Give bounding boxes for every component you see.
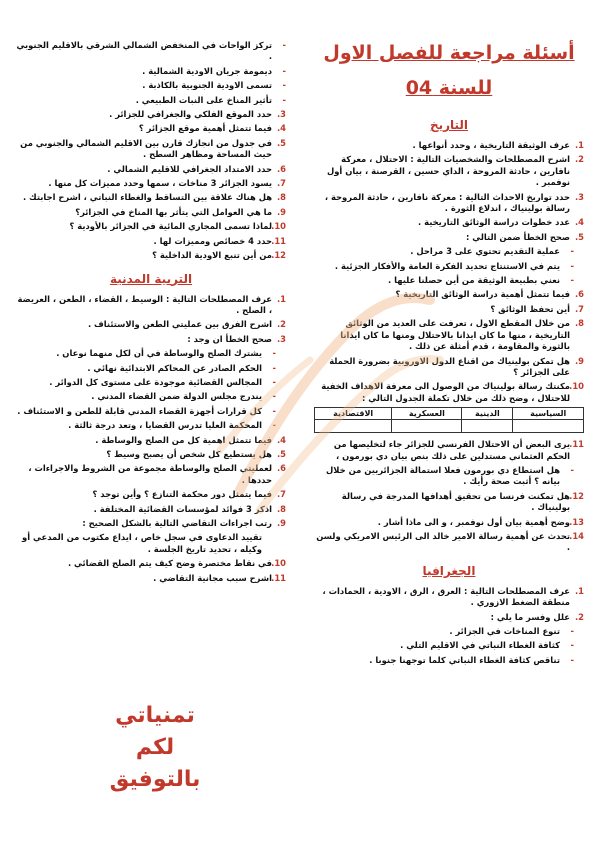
geography-question-list-continued (16, 40, 286, 262)
item-marker: - (570, 275, 574, 286)
closing-line: لكم (135, 735, 175, 760)
closing-line: تمنياتي (115, 703, 195, 728)
question-item (16, 449, 286, 460)
question-item (16, 558, 286, 569)
item-text: يشترك الصلح والوساطة في أن لكل منهما نوعان . (56, 348, 262, 359)
question-item (314, 381, 584, 404)
item-marker: 3. (276, 333, 286, 344)
item-marker: - (272, 348, 276, 359)
item-text: تناقص كثافة الغطاء النباتي كلما توجهنا جنوبا . (369, 654, 560, 665)
table-header-cell: الاقتصادية (315, 408, 392, 420)
question-item (16, 573, 286, 584)
closing-line: بالتوفيق (109, 767, 201, 792)
question-item (16, 80, 286, 91)
item-text: يسود الجزائر 3 مناخات ، سمها وحدد مميزات كل منها . (48, 178, 272, 189)
question-item (314, 232, 584, 243)
question-item (16, 435, 286, 446)
item-text: فيما يتمثل دور محكمة التنازع ؟ وأين توجد ؟ (92, 489, 272, 500)
item-marker: 8. (276, 503, 286, 514)
item-text: حدد الموقع الفلكي والجغرافي للجزائر . (109, 109, 272, 120)
item-text: يرى البعض أن الاحتلال الفرنسي للجزائر جاء لتخليصها من الحكم العثماني مستدلين على ذلك بنص بيان دي بورمون ، (333, 439, 570, 461)
item-marker: 13. (569, 516, 584, 527)
item-text: اشرح سبب مجانية التقاضي . (153, 572, 272, 583)
item-text: هل يستطيع كل شخص أن يصبح وسيط ؟ (106, 448, 272, 459)
item-marker: 14. (569, 530, 584, 541)
item-text: في نقاط مختصرة وضح كيف يتم الصلح القضائي . (67, 558, 272, 569)
item-marker: 7. (574, 303, 584, 314)
question-item (314, 318, 584, 352)
table-empty-cell (462, 420, 513, 433)
question-item (16, 294, 286, 317)
item-marker: 8. (276, 192, 286, 203)
item-marker: 6. (276, 163, 286, 174)
item-marker: 12. (569, 490, 584, 501)
geography-question-list (314, 586, 584, 666)
item-text: تركز الواحات في المنخفض الشمالي الشرقي بالاقليم الجنوبي . (16, 40, 272, 62)
item-text: اذكر 3 فوائد لمؤسسات القضائية المختلفة . (93, 503, 272, 514)
table-empty-cell (513, 420, 584, 433)
item-text: كل قرارات أجهزة القضاء المدني قابلة للطعن و الاستئناف . (17, 405, 262, 416)
question-item (16, 319, 286, 330)
question-item (16, 518, 286, 529)
item-marker: 12. (271, 250, 286, 261)
table-empty-cell (315, 420, 392, 433)
question-item (16, 504, 286, 515)
item-text: عرف المصطلحات التالية : الوسيط ، القضاء ، الطعن ، العريضة ، الصلح . (17, 293, 272, 315)
question-item (16, 66, 286, 77)
question-item (16, 138, 286, 161)
question-item (314, 356, 584, 379)
item-text: عرف المصطلحات التالية : العرق ، الرق ، الاودية ، الحمادات ، منطقة الضغط الازوري . (322, 585, 570, 608)
item-text: فيما تتمثل أهمية موقع الجزائر ؟ (138, 123, 272, 134)
question-item (16, 109, 286, 120)
item-text: حدد تواريخ الاحداث التالية : معركة نافارين ، حادثة المروحة ، رسالة بولينياك ، اندلاع الثورة . (324, 191, 570, 214)
item-text: صحح الخطأ ان وجد : (187, 333, 272, 344)
question-item (314, 655, 584, 666)
table-header-cell: الدينية (462, 408, 513, 420)
history-heading: التاريخ (429, 118, 469, 132)
item-text: عرف الوثيقة التاريخية ، وحدد أنواعها . (412, 140, 570, 150)
item-text: لماذا تسمى المجاري المائية في الجزائر بالأودية ؟ (69, 221, 272, 232)
item-text: نعني بطبيعة الوثيقة من أين حصلنا عليها . (387, 275, 560, 286)
item-marker: - (272, 420, 276, 431)
question-item (16, 236, 286, 247)
item-text: عدد خطوات دراسة الوثائق التاريخية . (418, 217, 570, 228)
item-text: المجالس القضائية موجودة على مستوى كل الدوائر . (49, 376, 262, 387)
item-marker: 7. (276, 489, 286, 500)
item-marker: - (570, 640, 574, 651)
item-text: اشرح المصطلحات والشخصيات التالية : الاحتلال ، معركة نافارين ، حادثة المروحة ، الداي حسين ، القرصنة ، بيان أول نوفمبر . (326, 154, 570, 188)
item-marker: 7. (276, 178, 286, 189)
question-item (16, 377, 286, 388)
question-item (16, 463, 286, 486)
item-text: هل هناك علاقة بين التساقط والغطاء النباتي ، اشرح اجابتك . (22, 192, 272, 203)
question-item (314, 586, 584, 609)
item-marker: 4. (276, 434, 286, 445)
item-text: أين تحفظ الوثائق ؟ (490, 303, 570, 314)
question-item (16, 250, 286, 261)
question-item (314, 246, 584, 257)
item-marker: 11. (271, 235, 286, 246)
civic-education-heading: التربية المدنية (109, 271, 193, 286)
item-text: يتم في الاستنتاج تحديد الفكرة العامة والأفكار الجزئية . (334, 260, 560, 271)
question-item (314, 517, 584, 528)
objectives-table (314, 407, 584, 433)
item-text: صحح الخطأ ضمن التالي : (466, 231, 570, 242)
item-marker: 4. (276, 123, 286, 134)
item-marker: 2. (276, 319, 286, 330)
item-marker: 6. (276, 463, 286, 474)
table-header-cell: السياسية (513, 408, 584, 420)
item-text: مكنتك رسالة بولينياك من الوصول الى معرفة الاهداف الخفية للاحتلال ، وضح ذلك من خلال تكملة الجدول التالي : (321, 381, 570, 403)
question-item (16, 95, 286, 106)
item-marker: - (272, 391, 276, 402)
question-item (314, 289, 584, 300)
item-marker: 1. (574, 140, 584, 150)
question-item (314, 275, 584, 286)
item-marker: 2. (574, 611, 584, 622)
item-text: الحكم الصادر عن المحاكم الابتدائية نهائي . (87, 362, 262, 373)
question-item (16, 532, 286, 555)
item-text: ديمومة جريان الاودية الشمالية . (142, 65, 272, 76)
item-marker: - (570, 654, 574, 665)
civic-education-question-list (16, 294, 286, 585)
item-marker: - (282, 65, 286, 76)
item-text: لعمليتي الصلح والوساطة مجموعة من الشروط والاجراءات ، حددها . (28, 463, 272, 485)
item-text: فيما تتمثل اهمية كل من الصلح والوساطة . (95, 434, 272, 445)
item-text: ما هي العوامل التي يتأثر بها المناخ في الجزائر؟ (75, 206, 272, 217)
question-item (314, 439, 584, 462)
question-item (314, 217, 584, 228)
item-marker: 6. (574, 289, 584, 300)
question-item (16, 221, 286, 232)
question-item (16, 348, 286, 359)
question-item (16, 164, 286, 175)
closing-wishes (70, 700, 240, 796)
item-marker: 9. (276, 206, 286, 217)
page-subtitle: للسنة 04 (405, 77, 493, 99)
item-text: عملية التقديم تحتوي على 3 مراحل . (410, 246, 560, 257)
item-marker: 8. (574, 318, 584, 329)
item-marker: 11. (569, 439, 584, 450)
item-text: من أين تنبع الاودية الداخلية ؟ (152, 250, 272, 261)
question-item (16, 391, 286, 402)
question-item (16, 123, 286, 134)
question-item (16, 334, 286, 345)
item-text: تسمى الاودية الجنوبية بالكاذبة . (142, 80, 272, 91)
item-text: حدد الامتداد الجغرافي للاقليم الشمالي . (107, 163, 272, 174)
item-marker: 9. (574, 355, 584, 366)
item-marker: - (282, 80, 286, 91)
question-item (16, 363, 286, 374)
item-marker: 5. (276, 448, 286, 459)
item-marker: - (272, 362, 276, 373)
question-item (16, 192, 286, 203)
page-title: أسئلة مراجعة للفصل الاول (323, 42, 575, 64)
history-question-list (314, 140, 584, 404)
item-marker: - (272, 405, 276, 416)
question-item (314, 640, 584, 651)
item-text: تحدث عن أهمية رسالة الامير خالد الى الرئيس الامريكي ولسن . (316, 530, 570, 553)
item-text: هل استطاع دي بورمون فعلا استمالة الجزائريين من خلال بيانه ؟ أثبت صحة رأيك . (326, 464, 560, 487)
item-marker: - (570, 260, 574, 271)
question-item (314, 154, 584, 188)
question-item (314, 491, 584, 514)
table-header-cell: العسكرية (392, 408, 462, 420)
item-marker: 2. (574, 154, 584, 165)
item-text: المحكمة العليا تدرس القضايا ، وتعد درجة ثالثة . (68, 420, 262, 431)
item-marker: - (570, 626, 574, 636)
item-text: علل وفسر ما يلي : (490, 611, 570, 622)
geography-heading: الجغرافيا (422, 563, 476, 578)
question-item (314, 192, 584, 215)
question-item (314, 304, 584, 315)
table-empty-cell (392, 420, 462, 433)
item-text: حدد 4 خصائص ومميزات لها . (153, 235, 272, 246)
item-text: من خلال المقطع الاول ، تعرفت على العديد من الوثائق التاريخية ، منها ما كان ايذانا بالاحتلال ومنها ما كان ايذانا بالثورة والمقاومة ، قدم أمثلة عن ذلك . (340, 318, 570, 352)
question-item (314, 612, 584, 623)
item-text: هل تمكنت فرنسا من تحقيق أهدافها المدرجة في رسالة بولينياك . (341, 490, 570, 513)
question-item (16, 40, 286, 63)
item-marker: - (570, 464, 574, 475)
item-marker: - (272, 376, 276, 387)
item-marker: 10. (271, 221, 286, 232)
item-marker: 9. (276, 518, 286, 528)
item-marker: 3. (574, 191, 584, 202)
right-column (300, 0, 600, 846)
item-text: رتب اجراءات التقاضي التالية بالشكل الصحيح : (82, 518, 272, 528)
item-marker: - (570, 246, 574, 257)
item-marker: - (282, 40, 286, 50)
question-item (314, 465, 584, 488)
item-marker: 5. (574, 231, 584, 242)
item-text: تقييد الدعاوى في سجل خاص ، ايداع مكتوب من المدعي أو وكيله ، تحديد تاريخ الجلسة . (22, 532, 262, 554)
item-marker: 3. (276, 109, 286, 120)
question-item (314, 531, 584, 554)
item-text: هل تمكن بولينياك من اقناع الدول الاوروبية بضرورة الحملة على الجزائر ؟ (329, 355, 570, 377)
question-item (16, 489, 286, 500)
item-text: يندرج مجلس الدولة ضمن القضاء المدني . (91, 391, 262, 402)
item-marker: 11. (271, 572, 286, 583)
question-item (314, 261, 584, 272)
item-text: كثافة الغطاء النباتي في الاقليم التلي . (400, 640, 560, 651)
item-text: اشرح الفرق بين عمليتي الطعن والاستئناف . (87, 319, 272, 330)
question-item (314, 140, 584, 151)
item-marker: 5. (276, 137, 286, 148)
question-item (16, 207, 286, 218)
item-marker: 4. (574, 217, 584, 228)
item-marker: 1. (276, 293, 286, 304)
item-text: وضح أهمية بيان أول نوفمبر ، و الى ماذا أشار . (377, 516, 570, 527)
item-text: تأثير المناخ على النبات الطبيعي . (135, 94, 272, 105)
item-marker: - (282, 94, 286, 105)
item-text: تنوع المناخات في الجزائر . (449, 626, 560, 636)
item-marker: 10. (569, 381, 584, 392)
item-marker: 1. (574, 585, 584, 596)
history-question-list-continued (314, 439, 584, 554)
item-marker: 10. (271, 558, 286, 569)
item-text: في جدول من انجازك قارن بين الاقليم الشمالي والجنوبي من حيث المساحة ومظاهر السطح . (20, 137, 272, 160)
question-item (314, 626, 584, 637)
question-item (16, 178, 286, 189)
item-text: فيما تتمثل أهمية دراسة الوثائق التاريخية ؟ (395, 289, 570, 300)
question-item (16, 406, 286, 417)
question-item (16, 420, 286, 431)
